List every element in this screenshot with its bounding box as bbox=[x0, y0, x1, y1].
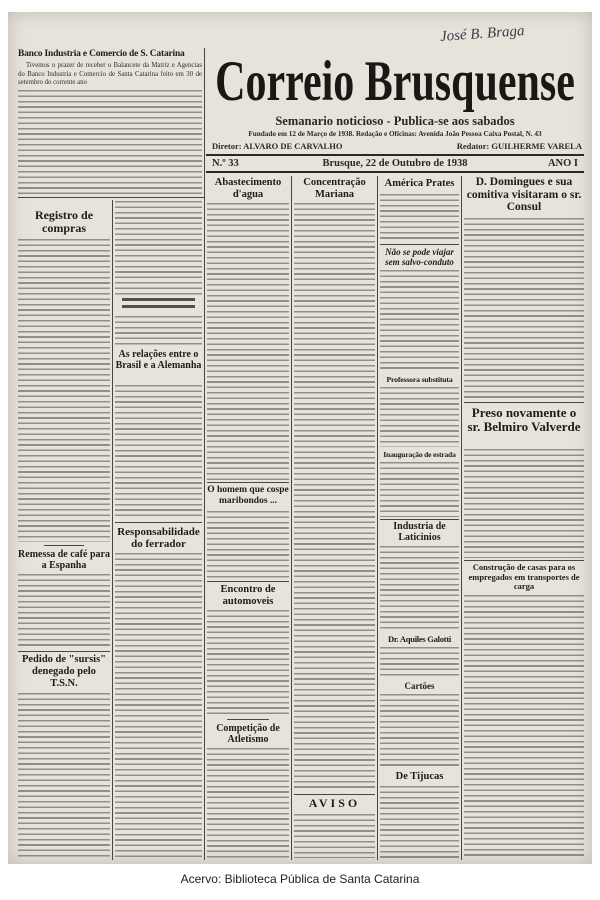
divider bbox=[464, 560, 584, 561]
body-text-lines bbox=[115, 201, 202, 295]
headline-galotti: Dr. Aquiles Galotti bbox=[388, 634, 451, 644]
body-text-lines bbox=[18, 574, 110, 648]
body-text-lines bbox=[380, 546, 459, 632]
column-rule bbox=[461, 176, 462, 860]
headline-america: América Prates bbox=[384, 178, 455, 189]
headline-construcao: Construção de casas para os empregados em transportes de carga bbox=[468, 562, 580, 591]
headline-banco-industria: Banco Industria e Comercio de S. Catarina bbox=[18, 49, 185, 59]
body-text-lines bbox=[207, 203, 289, 480]
masthead-subtitle: Semanario noticioso - Publica-se aos sabados bbox=[275, 114, 515, 128]
headline-sursis: Pedido de "sursis" denegado pelo T.S.N. bbox=[21, 654, 106, 689]
headline-concentracao: Concentração Mariana bbox=[303, 177, 366, 200]
issue-number: N.º 33 bbox=[212, 158, 239, 169]
year-label: ANO I bbox=[547, 158, 578, 169]
body-text-lines bbox=[464, 449, 584, 558]
headline-ferrador: Responsabilidade do ferrador bbox=[117, 526, 200, 550]
masthead-director: Diretor: ALVARO DE CARVALHO bbox=[212, 141, 343, 151]
body-text-lines bbox=[464, 595, 584, 858]
illegible-headline bbox=[122, 298, 195, 312]
column-rule bbox=[112, 200, 113, 860]
body-text-lines bbox=[18, 90, 202, 194]
body-text-lines bbox=[115, 316, 202, 346]
body-text-lines bbox=[18, 693, 110, 858]
date-bar bbox=[206, 154, 584, 173]
headline-atletismo: Competição de Atletismo bbox=[216, 723, 280, 745]
divider bbox=[115, 522, 202, 523]
headline-remessa: Remessa de café para a Espanha bbox=[18, 549, 110, 571]
body-text-lines bbox=[380, 387, 459, 447]
divider bbox=[294, 794, 375, 795]
masthead-founded: Fundado em 12 de Março de 1938. Redação e Oficinas: Avenida João Pessoa Caixa Postal, N. 43 bbox=[248, 130, 542, 138]
headline-aviso: AVISO bbox=[308, 796, 361, 810]
divider bbox=[18, 197, 204, 198]
headline-laticinios: Industria de Laticinios bbox=[393, 521, 446, 543]
column-rule bbox=[377, 176, 378, 860]
column-rule bbox=[291, 176, 292, 860]
divider bbox=[18, 651, 110, 652]
headline-professora: Professora substituta bbox=[386, 375, 453, 384]
divider bbox=[207, 482, 289, 483]
body-text-lines bbox=[207, 610, 289, 716]
body-text-lines bbox=[380, 462, 459, 517]
archive-caption: Acervo: Biblioteca Pública de Santa Catarina bbox=[180, 872, 420, 886]
divider bbox=[380, 519, 459, 520]
headline-abastecimento: Abastecimento d'agua bbox=[214, 177, 282, 200]
divider bbox=[227, 719, 269, 720]
body-text-lines bbox=[380, 194, 459, 242]
body-text-lines bbox=[380, 647, 459, 679]
body-text-lines bbox=[294, 814, 375, 858]
body-text-lines bbox=[380, 694, 459, 768]
body-text-lines bbox=[294, 203, 375, 791]
body-text-lines bbox=[115, 553, 202, 858]
headline-homem: O homem que cospe maribondos ... bbox=[207, 485, 289, 506]
masthead-title: Correio Brusquense bbox=[215, 51, 575, 114]
handwritten-signature: José B. Braga bbox=[439, 23, 525, 45]
body-text-lines bbox=[18, 239, 110, 542]
divider bbox=[380, 244, 459, 245]
body-text-lines bbox=[207, 748, 289, 858]
headline-valverde: Preso novamente o sr. Belmiro Valverde bbox=[467, 405, 581, 434]
body-text-lines bbox=[464, 218, 584, 400]
body-text-lines bbox=[207, 511, 289, 579]
masthead-editor: Redator: GUILHERME VARELA bbox=[456, 141, 582, 151]
body-text-lines bbox=[380, 270, 459, 372]
headline-cartoes: Cartões bbox=[404, 681, 435, 691]
headline-estrada: Inauguração de estrada bbox=[383, 450, 456, 459]
body-text-lines bbox=[380, 786, 459, 858]
divider bbox=[44, 545, 84, 546]
body-text-lines bbox=[115, 385, 202, 520]
headline-tijucas: De Tijucas bbox=[395, 771, 444, 782]
headline-encontro: Encontro de automoveis bbox=[220, 584, 276, 607]
headline-domingues: D. Domingues e sua comitiva visitaram o sr. Consul bbox=[466, 176, 582, 213]
dateline: Brusque, 22 de Outubro de 1938 bbox=[322, 158, 468, 169]
headline-salvo-conduto: Não se pode viajar sem salvo-conduto bbox=[385, 247, 454, 267]
lead-article-text: Tivemos o prazer de receber o Balancete da Matriz e Agencias do Banco Industria e Comercio de Santa Catarina feito em 30 de setembro do corrente ano bbox=[18, 62, 202, 86]
divider bbox=[207, 581, 289, 582]
headline-relacoes: As relações entre o Brasil e a Alemanha bbox=[115, 349, 202, 371]
headline-registro: Registro de compras bbox=[34, 208, 94, 235]
column-rule bbox=[204, 48, 205, 860]
divider bbox=[464, 402, 584, 403]
